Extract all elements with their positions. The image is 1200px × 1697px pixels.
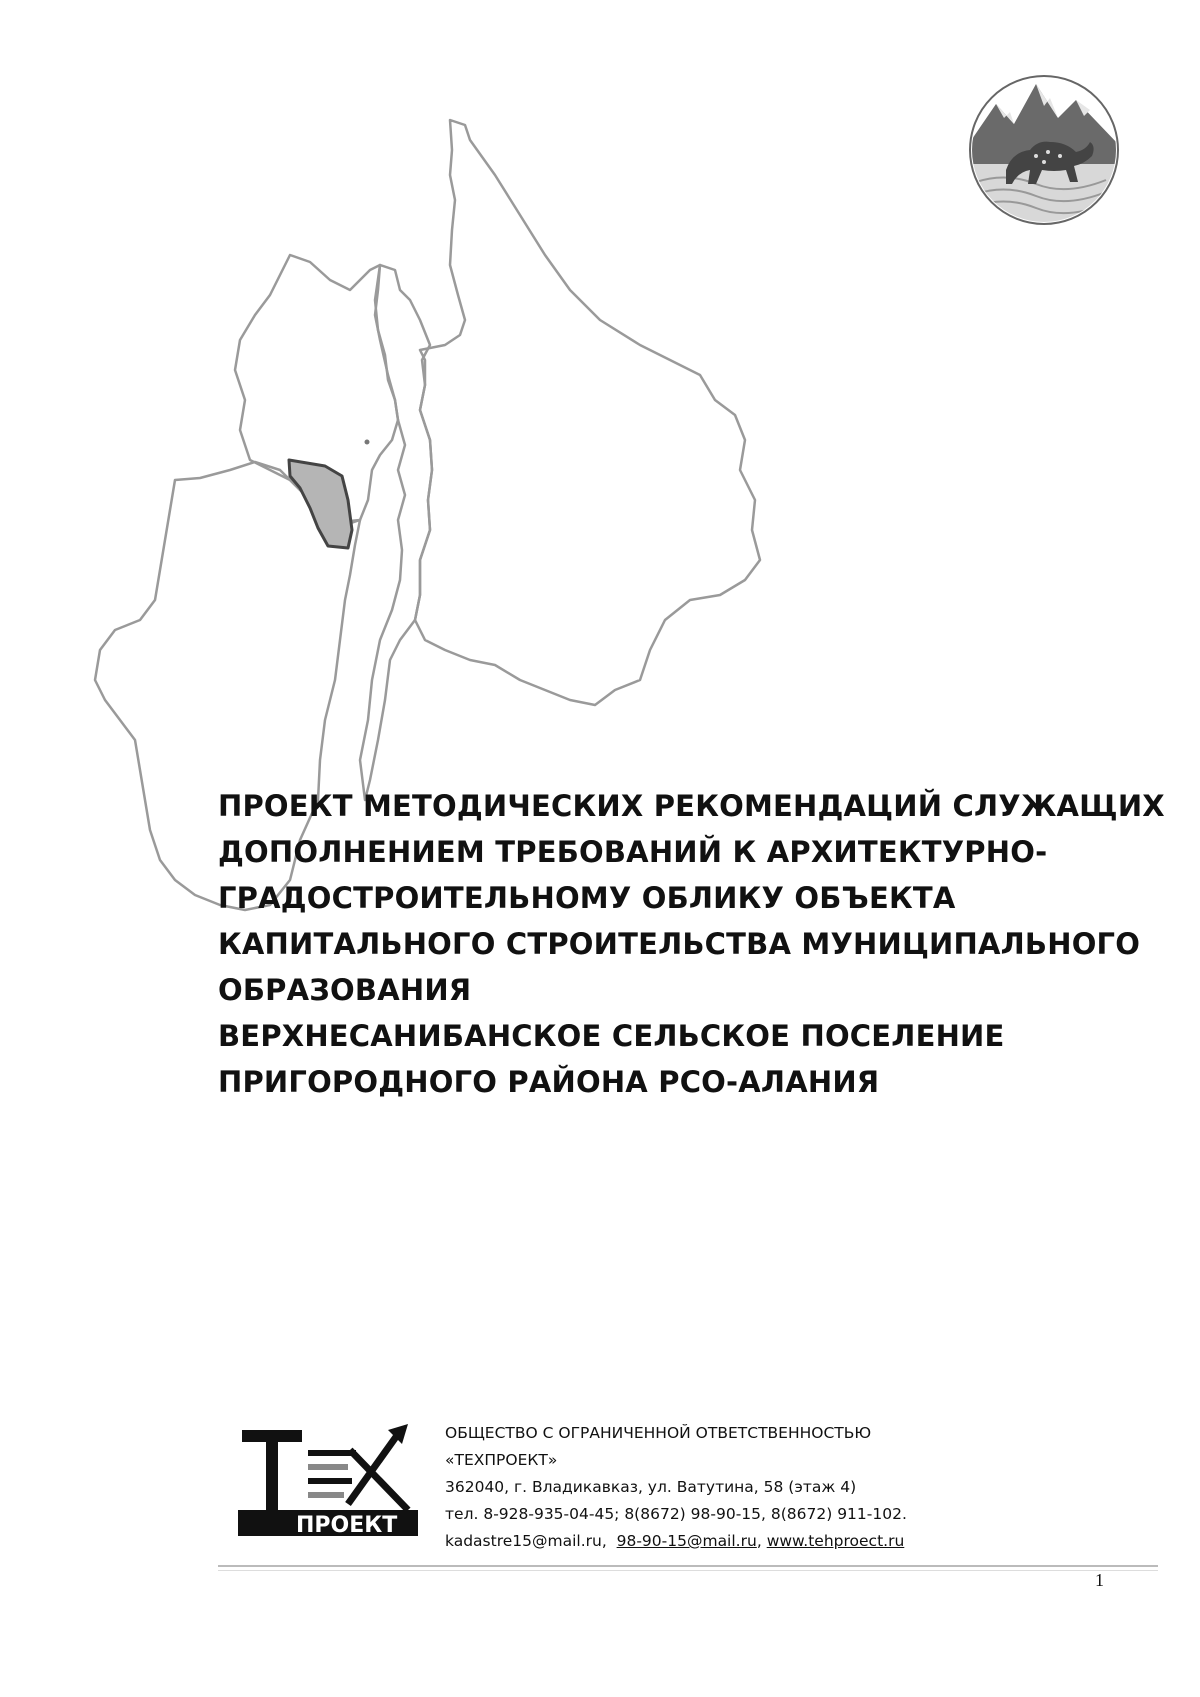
company-line-2: «ТЕХПРОЕКТ» — [445, 1451, 558, 1469]
coat-of-arms-emblem — [966, 72, 1122, 228]
contacts-separator: , — [756, 1532, 762, 1550]
company-address: 362040, г. Владикавказ, ул. Ватутина, 58 (этаж 4) — [445, 1478, 857, 1496]
logo-text: ПРОЕКТ — [296, 1513, 398, 1538]
website-link[interactable]: www.tehproect.ru — [766, 1532, 905, 1550]
title-line-4: КАПИТАЛЬНОГО СТРОИТЕЛЬСТВА МУНИЦИПАЛЬНОГО — [218, 927, 1141, 961]
tehproekt-logo — [238, 1420, 428, 1540]
document-title — [218, 783, 1165, 1105]
page-number: 1 — [1095, 1570, 1104, 1590]
title-line-1: ПРОЕКТ МЕТОДИЧЕСКИХ РЕКОМЕНДАЦИЙ СЛУЖАЩИХ — [218, 789, 1165, 823]
title-line-3: ГРАДОСТРОИТЕЛЬНОМУ ОБЛИКУ ОБЪЕКТА — [218, 881, 956, 915]
map-settlement-dot — [365, 440, 370, 445]
footer-divider-thin — [218, 1570, 1158, 1571]
title-line-7: ПРИГОРОДНОГО РАЙОНА РСО-АЛАНИЯ — [218, 1065, 880, 1099]
footer-divider — [218, 1565, 1158, 1567]
title-line-2: ДОПОЛНЕНИЕМ ТРЕБОВАНИЙ К АРХИТЕКТУРНО- — [218, 835, 1048, 869]
company-phones: тел. 8-928-935-04-45; 8(8672) 98-90-15, 8(8672) 911-102. — [445, 1505, 907, 1523]
company-line-1: ОБЩЕСТВО С ОГРАНИЧЕННОЙ ОТВЕТСТВЕННОСТЬЮ — [445, 1424, 872, 1442]
map-region-central — [360, 265, 432, 800]
map-highlighted-settlement — [289, 460, 352, 548]
title-line-6: ВЕРХНЕСАНИБАНСКОЕ СЕЛЬСКОЕ ПОСЕЛЕНИЕ — [218, 1019, 1005, 1053]
email-link-1[interactable]: kadastre15@mail.ru, — [445, 1532, 607, 1550]
company-info — [445, 1420, 1045, 1555]
company-contacts — [445, 1528, 1045, 1555]
email-link-2[interactable]: 98-90-15@mail.ru — [616, 1532, 757, 1550]
map-region-east — [415, 120, 760, 705]
title-line-5: ОБРАЗОВАНИЯ — [218, 973, 472, 1007]
